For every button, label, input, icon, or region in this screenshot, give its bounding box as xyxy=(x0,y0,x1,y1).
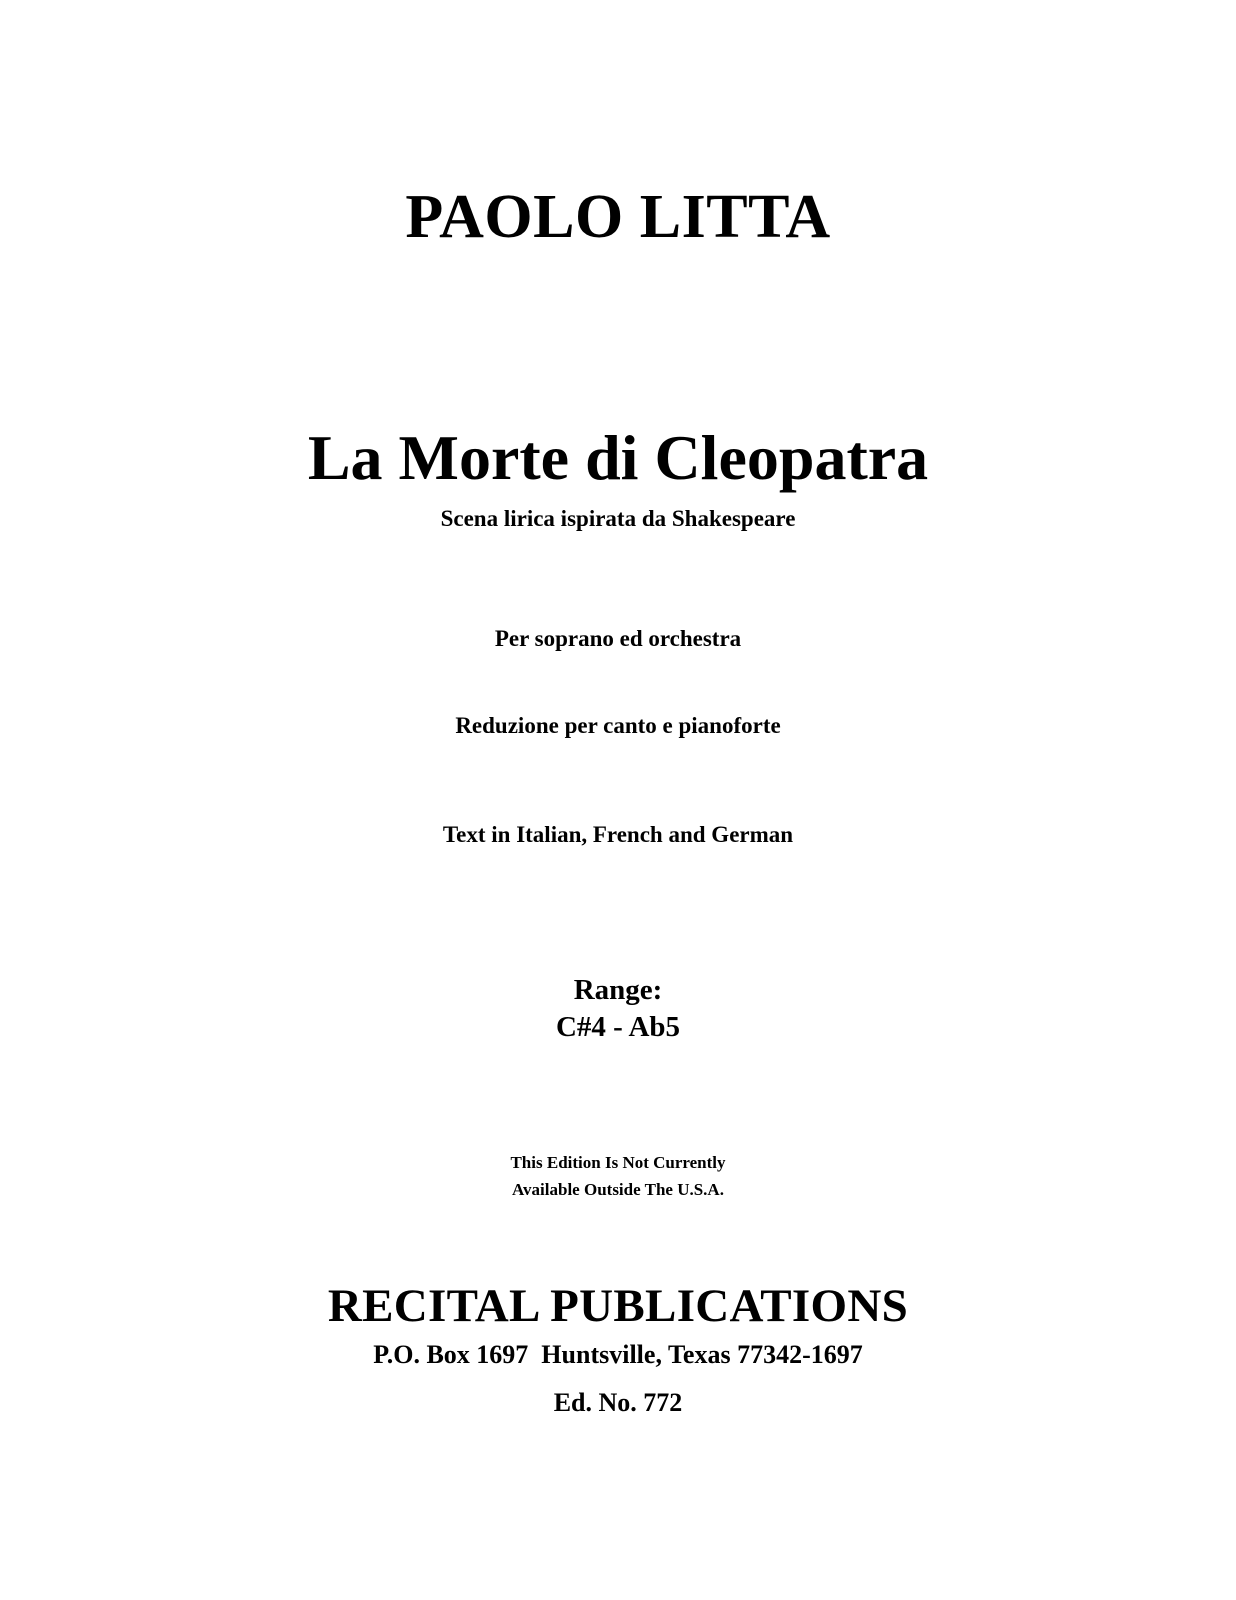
work-subtitle: Scena lirica ispirata da Shakespeare xyxy=(440,506,796,531)
reduction-note: Reduzione per canto e pianoforte xyxy=(455,713,781,738)
publisher-address: P.O. Box 1697 Huntsville, Texas 77342-1697 xyxy=(373,1340,863,1369)
availability-notice-line-1: This Edition Is Not Currently xyxy=(510,1153,726,1172)
publisher-name: RECITAL PUBLICATIONS xyxy=(327,1280,909,1332)
languages-note: Text in Italian, French and German xyxy=(442,822,794,847)
range-value: C#4 - Ab5 xyxy=(555,1011,681,1043)
range-label: Range: xyxy=(573,974,663,1006)
composer-name: PAOLO LITTA xyxy=(405,183,831,251)
scoring-note: Per soprano ed orchestra xyxy=(494,626,742,651)
availability-notice-line-2: Available Outside The U.S.A. xyxy=(512,1180,724,1199)
edition-number: Ed. No. 772 xyxy=(553,1388,683,1417)
work-title: La Morte di Cleopatra xyxy=(307,422,929,493)
